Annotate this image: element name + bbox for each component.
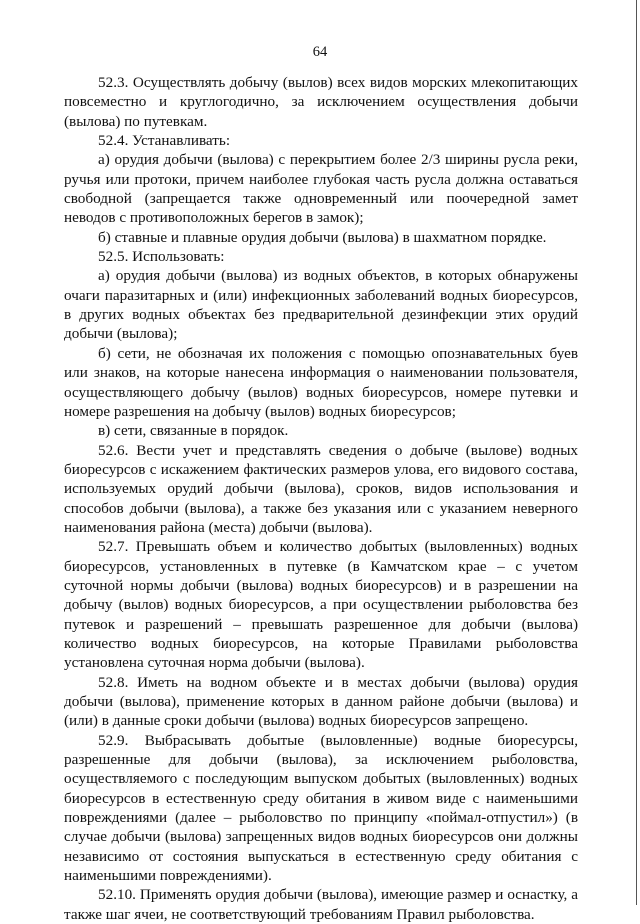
paragraph-52-5-a: а) орудия добычи (вылова) из водных объектов, в которых обнаружены очаги паразитарных и (или) инфекционных заболеваний водных биоресурсов, в других водных объектах без предварительной дезинфекции этих орудий добычи (вылова); — [64, 267, 578, 343]
paragraph-52-4: 52.4. Устанавливать: — [98, 132, 231, 150]
page-number: 64 — [312, 44, 328, 60]
paragraph-52-10: 52.10. Применять орудия добычи (вылова), имеющие размер и оснастку, а также шаг ячеи, не соответствующий требованиям Правил рыболовства. — [64, 886, 578, 923]
paragraph-52-8: 52.8. Иметь на водном объекте и в местах добычи (вылова) орудия добычи (вылова), применение которых в данном районе добычи (вылова) и (или) в данные сроки добычи (вылова) водных биоресурсов запрещено. — [64, 673, 578, 730]
paragraph-52-4-b: б) ставные и плавные орудия добычи (вылова) в шахматном порядке. — [98, 228, 547, 246]
page-edge-line — [636, 0, 637, 905]
paragraph-52-6: 52.6. Вести учет и представлять сведения о добыче (вылове) водных биоресурсов с искажением фактических размеров улова, его видового состава, используемых орудий добычи (вылова), сроков, видов использования и способов добычи (вылова), а также без указания или с указанием неверного наименования района (места) добычи (вылова). — [64, 441, 578, 536]
paragraph-52-3: 52.3. Осуществлять добычу (вылов) всех видов морских млекопитающих повсеместно и круглогодично, за исключением осуществления добычи (вылова) по путевкам. — [64, 74, 578, 130]
paragraph-52-5: 52.5. Использовать: — [98, 248, 225, 266]
paragraph-52-5-b: б) сети, не обозначая их положения с помощью опознавательных буев или знаков, на которые нанесена информация о наименовании пользователя, осуществляющего добычу (вылов) водных биоресурсов, номере путевки и номере разрешения на добычу (вылов) водных биоресурсов; — [64, 344, 578, 420]
paragraph-52-4-a: а) орудия добычи (вылова) с перекрытием более 2/3 ширины русла реки, ручья или протоки, причем наиболее глубокая часть русла должна оставаться свободной (запрещается также одновременный или поочередной замет неводов с противоположных берегов в замок); — [64, 151, 578, 227]
paragraph-52-5-v: в) сети, связанные в порядок. — [98, 422, 289, 440]
paragraph-52-7: 52.7. Превышать объем и количество добытых (выловленных) водных биоресурсов, установленных в путевке (в Камчатском крае – с учетом суточной нормы добычи (вылова) водных биоресурсов) и в разрешении на добычу (вылов) водных биоресурсов, а при осуществлении рыболовства без путевок и разрешений – превышать разрешенное для добычи (вылова) количество водных биоресурсов, на которые Правилами рыболовства установлена суточная норма добычи (вылова). — [64, 538, 578, 672]
paragraph-52-9: 52.9. Выбрасывать добытые (выловленные) водные биоресурсы, разрешенные для добычи (вылова), за исключением рыболовства, осуществляемого с последующим выпуском добытых (выловленных) водных биоресурсов в естественную среду обитания в живом виде с наименьшими повреждениями (далее – рыболовство по принципу «поймал-отпустил») (в случае добычи (вылова) запрещенных видов водных биоресурсов они должны независимо от состояния выпускаться в естественную среду обитания с наименьшими повреждениями). — [64, 731, 578, 885]
document-body — [64, 73, 578, 924]
